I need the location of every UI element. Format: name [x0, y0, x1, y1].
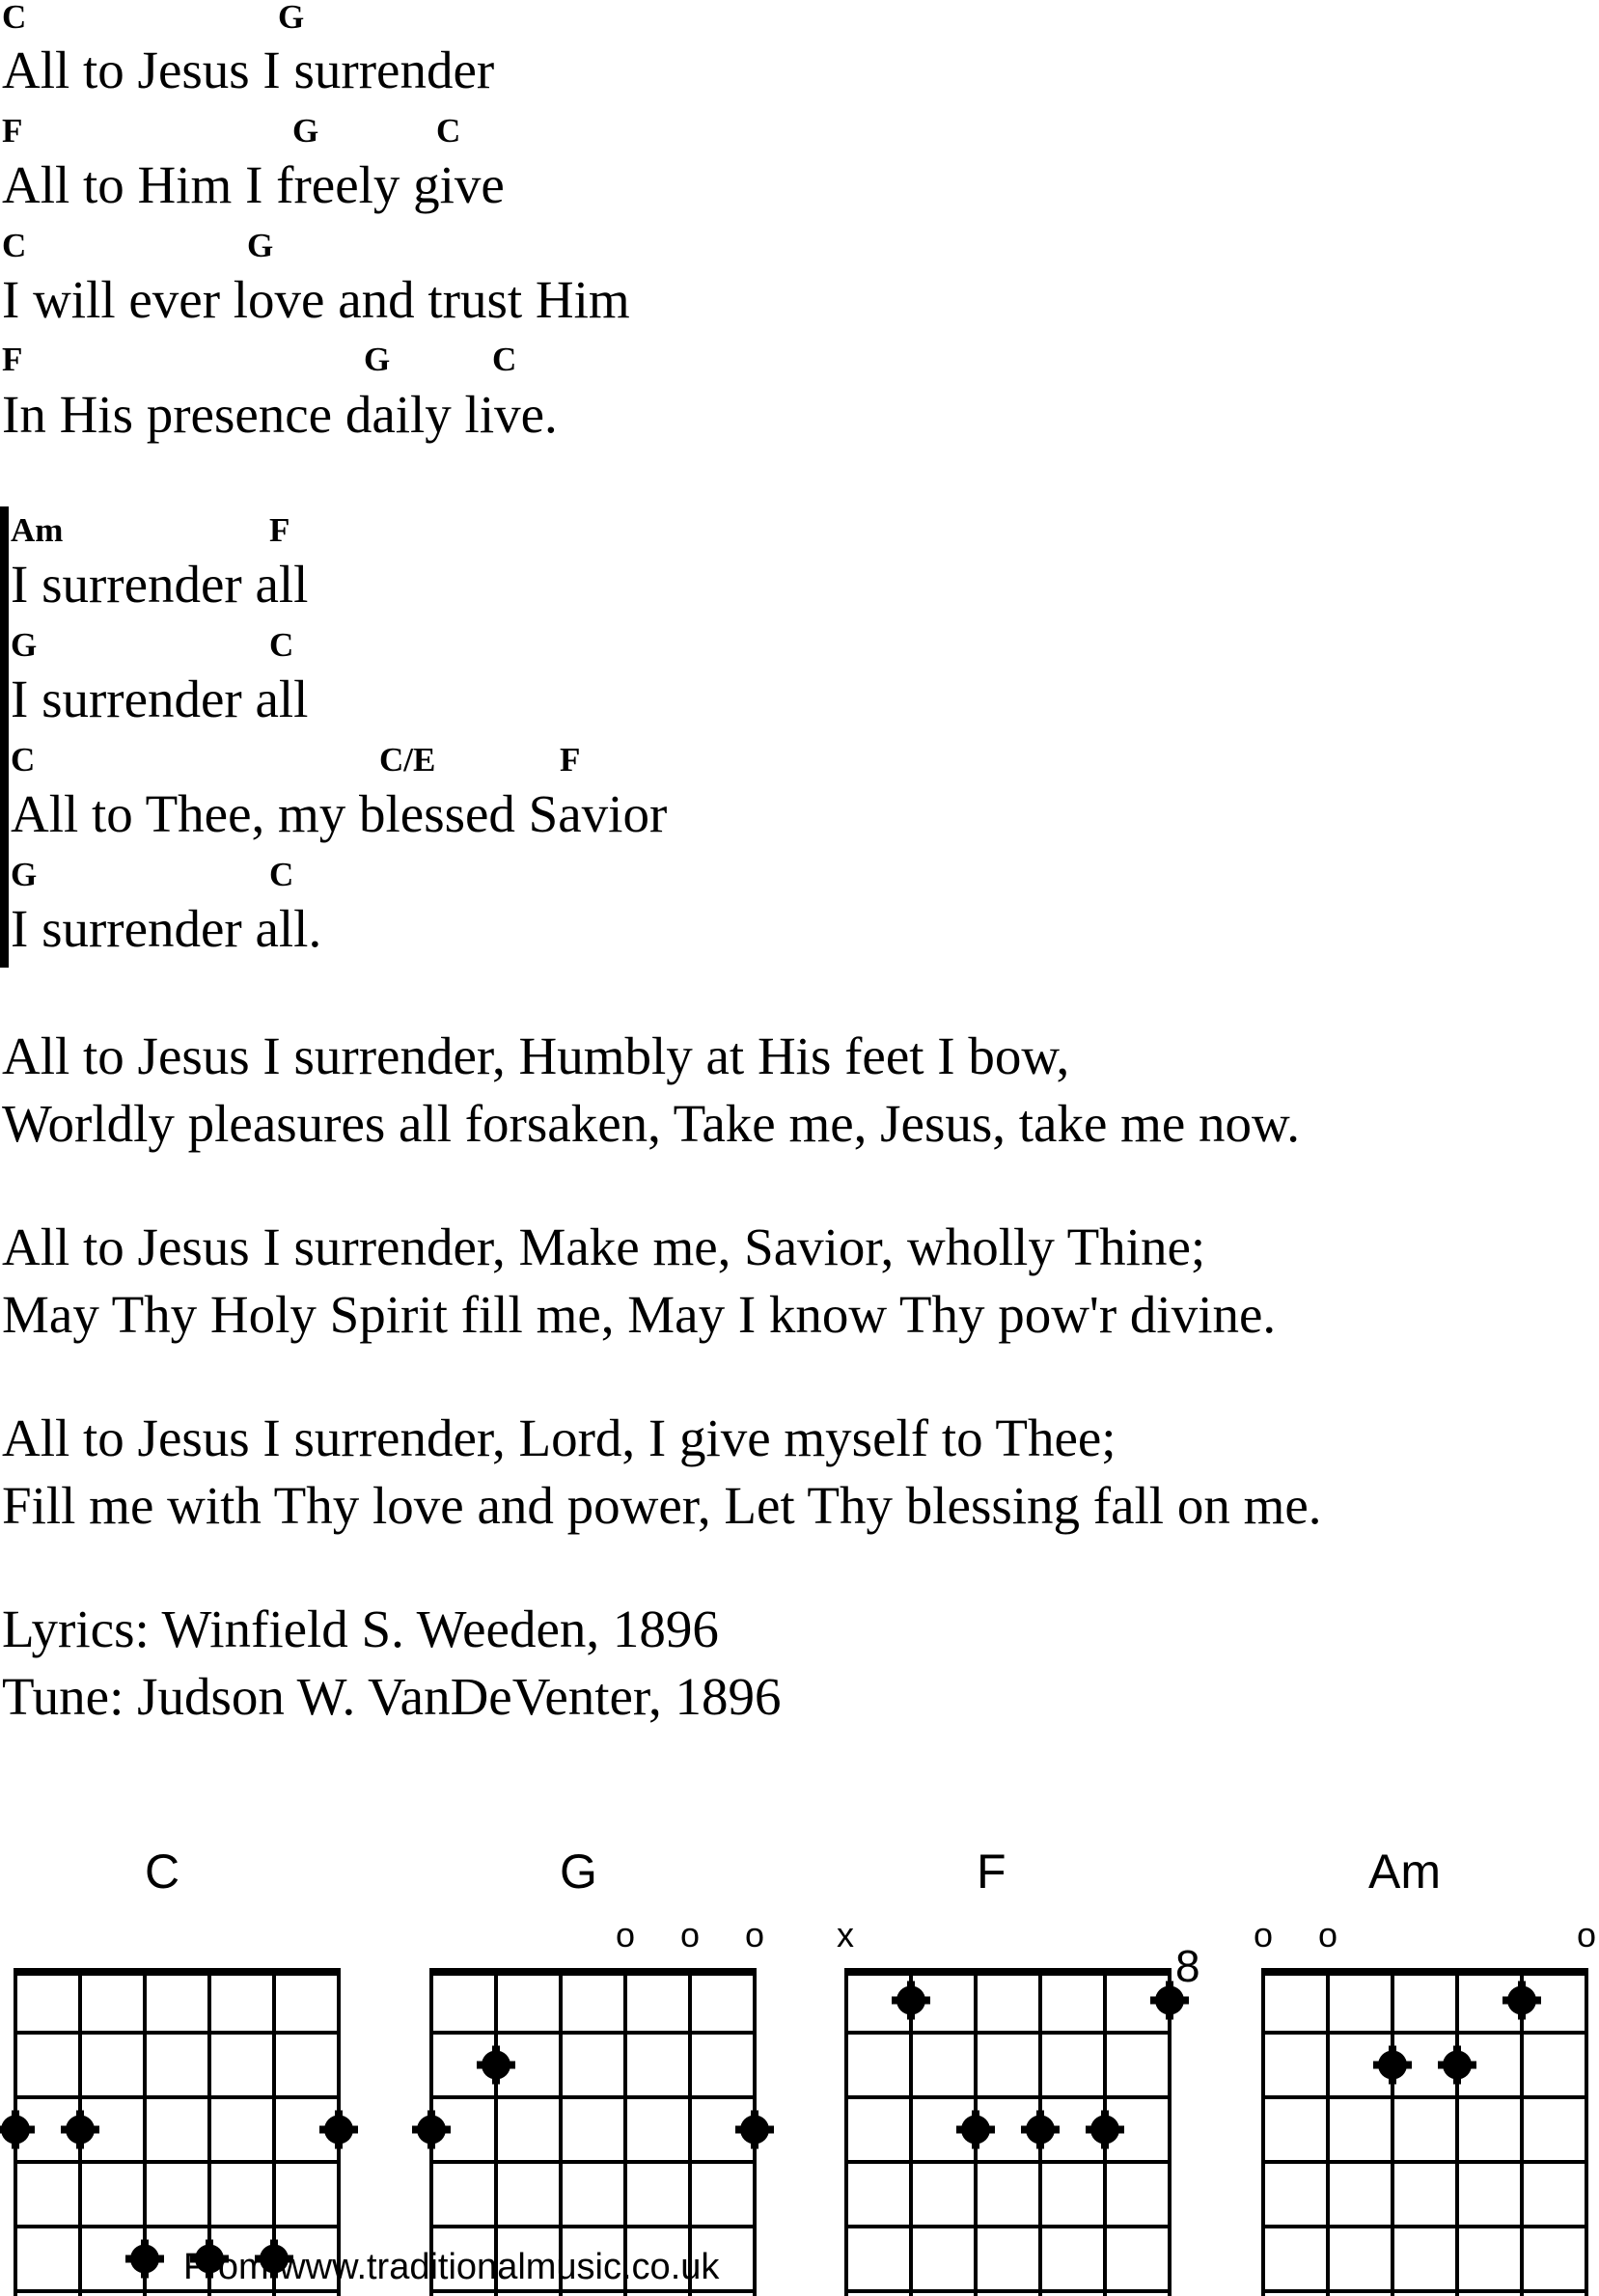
string-mark: o	[616, 1915, 636, 1954]
finger-dot-cross	[1021, 2126, 1060, 2134]
chord-label: C	[2, 0, 27, 36]
credit-lyrics: Lyrics: Winfield S. Weeden, 1896	[2, 1599, 719, 1658]
chord-label: C	[2, 227, 27, 264]
lyric-line: All to Him I freely give	[2, 155, 505, 214]
finger-dot-cross	[61, 2126, 99, 2134]
lyric-line: I surrender all	[11, 670, 309, 728]
chord-diagram-name: G	[560, 1845, 597, 1899]
chord-label: C/E	[379, 741, 436, 779]
lyric-line: In His presence daily live.	[2, 385, 558, 444]
lyric-line: I surrender all.	[11, 899, 322, 958]
chord-label: G	[364, 341, 391, 378]
chord-label: F	[560, 741, 581, 779]
lyric-line: I will ever love and trust Him	[2, 270, 630, 329]
stanza-line: All to Jesus I surrender, Humbly at His feet I bow,	[2, 1026, 1070, 1085]
finger-dot-cross	[1150, 1997, 1189, 2005]
stanza-line: Fill me with Thy love and power, Let Thy blessing fall on me.	[2, 1476, 1322, 1535]
chord-label: F	[269, 511, 290, 549]
chord-label: Am	[11, 511, 64, 549]
source-credit: From www.traditionalmusic.co.uk	[183, 2247, 720, 2287]
chord-label: G	[247, 227, 274, 264]
credit-tune: Tune: Judson W. VanDeVenter, 1896	[2, 1667, 782, 1726]
chord-label: C	[492, 341, 517, 378]
chord-diagram-name: Am	[1368, 1845, 1441, 1899]
fretboard-nut	[15, 1968, 339, 1976]
lyric-line: All to Jesus I surrender	[2, 41, 495, 99]
finger-dot-cross	[319, 2126, 358, 2134]
chord-label: C	[11, 741, 36, 779]
string-mark: o	[1577, 1915, 1597, 1954]
finger-dot-cross	[477, 2062, 515, 2069]
chord-label: F	[2, 112, 23, 150]
chord-label: F	[2, 341, 23, 378]
chord-label: C	[269, 856, 294, 893]
string-mark: o	[745, 1915, 765, 1954]
string-mark: o	[1318, 1915, 1338, 1954]
finger-dot-cross	[735, 2126, 774, 2134]
finger-dot-cross	[1438, 2062, 1476, 2069]
stanza-line: All to Jesus I surrender, Lord, I give myself to Thee;	[2, 1408, 1117, 1467]
finger-dot-cross	[956, 2126, 995, 2134]
stanza-line: All to Jesus I surrender, Make me, Savior, wholly Thine;	[2, 1217, 1206, 1276]
chord-diagram-name: C	[145, 1845, 180, 1899]
finger-dot-cross	[1373, 2062, 1412, 2069]
finger-dot-cross	[892, 1997, 930, 2005]
chord-label: C	[269, 626, 294, 664]
string-mark: o	[1254, 1915, 1274, 1954]
chord-label: G	[11, 856, 38, 893]
chord-label: C	[436, 112, 461, 150]
lyric-line: All to Thee, my blessed Savior	[11, 784, 668, 843]
fret-position-label: 8	[1175, 1941, 1200, 1991]
finger-dot-cross	[125, 2255, 164, 2263]
finger-dot-cross	[412, 2126, 451, 2134]
finger-dot-cross	[0, 2126, 35, 2134]
chord-label: G	[278, 0, 305, 36]
stanza-line: May Thy Holy Spirit fill me, May I know Thy pow'r divine.	[2, 1285, 1277, 1344]
chord-diagram-name: F	[977, 1845, 1006, 1899]
fretboard-nut	[1263, 1968, 1586, 1976]
chord-label: G	[11, 626, 38, 664]
string-mark: x	[837, 1915, 854, 1954]
lyric-line: I surrender all	[11, 555, 309, 614]
string-mark: o	[680, 1915, 701, 1954]
stanza-line: Worldly pleasures all forsaken, Take me, Jesus, take me now.	[2, 1094, 1300, 1153]
fretboard-nut	[431, 1968, 755, 1976]
finger-dot-cross	[1503, 1997, 1541, 2005]
finger-dot-cross	[1086, 2126, 1124, 2134]
chord-label: G	[292, 112, 319, 150]
fretboard-nut	[846, 1968, 1170, 1976]
